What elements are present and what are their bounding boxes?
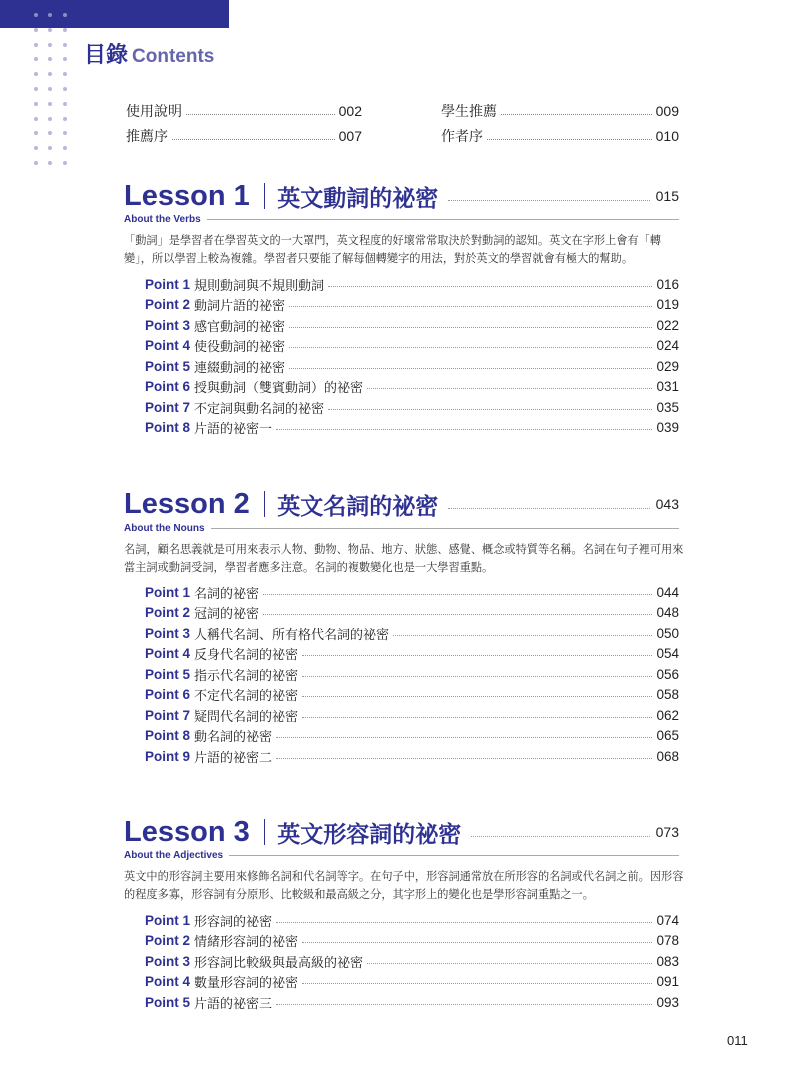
decorative-dot xyxy=(34,131,38,135)
decorative-dot xyxy=(48,117,52,121)
decorative-dot xyxy=(48,87,52,91)
decorative-dot xyxy=(63,146,67,150)
point-title: 形容詞的祕密 xyxy=(194,914,273,930)
lesson-subtitle: About the Adjectives xyxy=(124,850,224,861)
front-entry-label: 使用說明 xyxy=(126,104,182,120)
decorative-dot xyxy=(34,43,38,47)
dotted-leader xyxy=(393,635,652,636)
lesson-description: 名詞，顧名思義就是可用來表示人物、動物、物品、地方、狀態、感覺、概念或特質等名稱。名詞在句子裡可用來當主詞或動詞受詞，學習者應多注意。名詞的複數變化也是一大學習重點。 xyxy=(124,543,684,574)
lesson-subtitle-row xyxy=(124,523,679,534)
point-page: 050 xyxy=(656,625,679,641)
point-title: 反身代名詞的祕密 xyxy=(194,648,299,664)
dotted-leader xyxy=(302,717,652,718)
front-entry-page: 002 xyxy=(338,103,362,119)
decorative-dot xyxy=(63,131,67,135)
dotted-leader xyxy=(487,139,652,140)
toc-point-entry[interactable] xyxy=(145,603,679,624)
title-zh: 目錄 xyxy=(84,43,129,68)
point-title: 動名詞的祕密 xyxy=(194,730,273,746)
point-page: 083 xyxy=(656,953,679,969)
point-number: Point 9 xyxy=(145,748,191,764)
dotted-leader xyxy=(302,942,652,943)
decorative-dot xyxy=(48,102,52,106)
lesson-number: Lesson 3 xyxy=(124,815,250,848)
decorative-dot xyxy=(63,28,67,32)
front-entry-page: 010 xyxy=(655,128,679,144)
toc-point-entry[interactable] xyxy=(145,972,679,993)
point-page: 054 xyxy=(656,646,679,662)
point-title: 片語的祕密三 xyxy=(194,996,273,1012)
dotted-leader xyxy=(302,983,652,984)
point-page: 031 xyxy=(656,379,679,395)
dotted-leader xyxy=(448,200,649,201)
lesson-title: 英文形容詞的祕密 xyxy=(277,821,462,848)
point-list xyxy=(145,910,679,1013)
lesson-number: Lesson 1 xyxy=(124,179,250,212)
decorative-dot xyxy=(63,72,67,76)
lesson-title: 英文名詞的祕密 xyxy=(277,493,439,520)
point-number: Point 6 xyxy=(145,687,191,703)
lesson-number: Lesson 2 xyxy=(124,487,250,520)
lesson-subtitle: About the Nouns xyxy=(124,523,205,534)
title-en: Contents xyxy=(132,46,215,67)
dotted-leader xyxy=(289,327,652,328)
dotted-leader xyxy=(302,676,652,677)
point-title: 片語的祕密二 xyxy=(194,750,273,766)
dotted-leader xyxy=(328,286,652,287)
point-list xyxy=(145,582,679,767)
toc-point-entry[interactable] xyxy=(145,623,679,644)
toc-point-entry[interactable] xyxy=(145,910,679,931)
front-entry[interactable] xyxy=(441,126,679,146)
toc-point-entry[interactable] xyxy=(145,377,679,398)
point-title: 授與動詞（雙賓動詞）的祕密 xyxy=(194,381,364,397)
toc-point-entry[interactable] xyxy=(145,746,679,767)
dotted-leader xyxy=(471,836,649,837)
dotted-leader xyxy=(276,922,652,923)
point-title: 動詞片語的祕密 xyxy=(194,299,286,315)
point-number: Point 8 xyxy=(145,728,191,744)
dotted-leader xyxy=(289,347,652,348)
point-page: 035 xyxy=(656,399,679,415)
point-page: 074 xyxy=(656,912,679,928)
decorative-dot xyxy=(63,43,67,47)
point-number: Point 4 xyxy=(145,974,191,990)
point-number: Point 4 xyxy=(145,338,191,354)
front-entry-label: 學生推薦 xyxy=(441,104,497,120)
decorative-dot xyxy=(48,13,52,17)
dotted-leader xyxy=(172,139,335,140)
lesson-title: 英文動詞的祕密 xyxy=(277,185,439,212)
front-entry-label: 推薦序 xyxy=(126,129,168,145)
point-number: Point 1 xyxy=(145,912,191,928)
point-page: 078 xyxy=(656,933,679,949)
front-entry[interactable] xyxy=(126,126,362,146)
dotted-leader xyxy=(263,594,652,595)
dotted-leader xyxy=(367,963,652,964)
point-number: Point 6 xyxy=(145,379,191,395)
point-number: Point 7 xyxy=(145,399,191,415)
decorative-dot xyxy=(63,102,67,106)
point-page: 058 xyxy=(656,687,679,703)
toc-point-entry[interactable] xyxy=(145,705,679,726)
decorative-dot xyxy=(48,43,52,47)
decorative-dot xyxy=(34,102,38,106)
dotted-leader xyxy=(186,114,335,115)
toc-point-entry[interactable] xyxy=(145,685,679,706)
point-title: 感官動詞的祕密 xyxy=(194,319,286,335)
toc-point-entry[interactable] xyxy=(145,336,679,357)
lesson-page: 073 xyxy=(655,824,679,840)
point-number: Point 5 xyxy=(145,994,191,1010)
point-title: 冠詞的祕密 xyxy=(194,607,260,623)
lesson-page: 043 xyxy=(655,496,679,512)
dotted-leader xyxy=(501,114,652,115)
decorative-dot xyxy=(34,57,38,61)
point-number: Point 4 xyxy=(145,646,191,662)
decorative-dot xyxy=(48,72,52,76)
point-title: 片語的祕密一 xyxy=(194,422,273,438)
lesson-subtitle-row xyxy=(124,214,679,225)
divider-line xyxy=(207,219,679,220)
point-title: 數量形容詞的祕密 xyxy=(194,976,299,992)
decorative-dot xyxy=(63,57,67,61)
dotted-leader xyxy=(276,1004,652,1005)
point-page: 093 xyxy=(656,994,679,1010)
decorative-dot xyxy=(48,28,52,32)
divider-line xyxy=(229,855,679,856)
point-title: 形容詞比較級與最高級的祕密 xyxy=(194,955,364,971)
point-number: Point 7 xyxy=(145,707,191,723)
toc-point-entry[interactable] xyxy=(145,664,679,685)
dotted-leader xyxy=(302,655,652,656)
point-title: 疑問代名詞的祕密 xyxy=(194,709,299,725)
dotted-leader xyxy=(276,429,652,430)
point-title: 規則動詞與不規則動詞 xyxy=(194,278,325,294)
point-page: 065 xyxy=(656,728,679,744)
point-page: 019 xyxy=(656,297,679,313)
dotted-leader xyxy=(367,388,652,389)
decorative-dot xyxy=(34,161,38,165)
lesson-description: 英文中的形容詞主要用來修飾名詞和代名詞等字。在句子中，形容詞通常放在所形容的名詞或代名詞之前。因形容的程度多寡，形容詞有分原形、比較級和最高級之分，其字形上的變化也是學形容詞重點之一。 xyxy=(124,870,684,901)
lesson-heading[interactable] xyxy=(124,814,679,850)
toc-point-entry[interactable] xyxy=(145,644,679,665)
page-number: 011 xyxy=(727,1033,748,1048)
point-number: Point 5 xyxy=(145,666,191,682)
page-title xyxy=(84,38,214,69)
lesson-heading[interactable] xyxy=(124,178,679,214)
lesson-description: 「動詞」是學習者在學習英文的一大罩門，英文程度的好壞常常取決於對動詞的認知。英文在字形上會有「轉變」，所以學習上較為複雜。學習者只要能了解每個轉變字的用法，對於英文的學習就會有極大的幫助。 xyxy=(124,234,662,265)
lesson-subtitle-row xyxy=(124,850,679,861)
point-page: 056 xyxy=(656,666,679,682)
dotted-leader xyxy=(276,758,652,759)
toc-point-entry[interactable] xyxy=(145,315,679,336)
point-title: 連綴動詞的祕密 xyxy=(194,360,286,376)
dotted-leader xyxy=(289,306,652,307)
point-number: Point 3 xyxy=(145,317,191,333)
divider-line xyxy=(211,528,679,529)
toc-point-entry[interactable] xyxy=(145,992,679,1013)
decorative-dot xyxy=(34,28,38,32)
toc-point-entry[interactable] xyxy=(145,931,679,952)
point-title: 名詞的祕密 xyxy=(194,586,260,602)
front-entry[interactable] xyxy=(126,101,362,121)
point-title: 指示代名詞的祕密 xyxy=(194,668,299,684)
point-page: 068 xyxy=(656,748,679,764)
toc-point-entry[interactable] xyxy=(145,356,679,377)
lesson-page: 015 xyxy=(655,188,679,204)
point-number: Point 5 xyxy=(145,358,191,374)
point-page: 091 xyxy=(656,974,679,990)
dotted-leader xyxy=(276,737,652,738)
toc-point-entry[interactable] xyxy=(145,295,679,316)
decorative-dot xyxy=(63,117,67,121)
decorative-dot xyxy=(63,161,67,165)
toc-point-entry[interactable] xyxy=(145,274,679,295)
lesson-subtitle: About the Verbs xyxy=(124,214,201,225)
point-title: 不定詞與動名詞的祕密 xyxy=(194,401,325,417)
dotted-leader xyxy=(302,696,652,697)
point-title: 人稱代名詞、所有格代名詞的祕密 xyxy=(194,627,390,643)
point-page: 048 xyxy=(656,605,679,621)
lesson-heading[interactable] xyxy=(124,486,679,522)
point-page: 029 xyxy=(656,358,679,374)
point-title: 情緒形容詞的祕密 xyxy=(194,935,299,951)
decorative-dot xyxy=(48,146,52,150)
toc-point-entry[interactable] xyxy=(145,418,679,439)
point-title: 不定代名詞的祕密 xyxy=(194,689,299,705)
point-page: 044 xyxy=(656,584,679,600)
decorative-dot xyxy=(48,57,52,61)
point-page: 016 xyxy=(656,276,679,292)
point-number: Point 3 xyxy=(145,625,191,641)
point-list xyxy=(145,274,679,438)
decorative-dot xyxy=(63,13,67,17)
decorative-dot xyxy=(63,87,67,91)
dotted-leader xyxy=(289,368,652,369)
point-number: Point 2 xyxy=(145,297,191,313)
decorative-dot xyxy=(34,146,38,150)
point-number: Point 2 xyxy=(145,605,191,621)
toc-point-entry[interactable] xyxy=(145,397,679,418)
decorative-dot xyxy=(34,117,38,121)
front-entry-page: 007 xyxy=(338,128,362,144)
dotted-leader xyxy=(448,508,649,509)
point-page: 024 xyxy=(656,338,679,354)
point-number: Point 2 xyxy=(145,933,191,949)
decorative-dot xyxy=(48,161,52,165)
point-number: Point 1 xyxy=(145,584,191,600)
point-number: Point 8 xyxy=(145,420,191,436)
front-entry-label: 作者序 xyxy=(441,129,483,145)
decorative-dot xyxy=(34,13,38,17)
point-page: 039 xyxy=(656,420,679,436)
decorative-dot xyxy=(34,87,38,91)
divider xyxy=(264,491,266,517)
point-page: 062 xyxy=(656,707,679,723)
point-page: 022 xyxy=(656,317,679,333)
front-entry[interactable] xyxy=(441,101,679,121)
toc-point-entry[interactable] xyxy=(145,726,679,747)
divider xyxy=(264,183,266,209)
decorative-dot xyxy=(34,72,38,76)
toc-point-entry[interactable] xyxy=(145,582,679,603)
point-title: 使役動詞的祕密 xyxy=(194,340,286,356)
dotted-leader xyxy=(263,614,652,615)
decorative-dot xyxy=(48,131,52,135)
toc-point-entry[interactable] xyxy=(145,951,679,972)
point-number: Point 3 xyxy=(145,953,191,969)
front-entry-page: 009 xyxy=(655,103,679,119)
dotted-leader xyxy=(328,409,652,410)
divider xyxy=(264,819,266,845)
point-number: Point 1 xyxy=(145,276,191,292)
